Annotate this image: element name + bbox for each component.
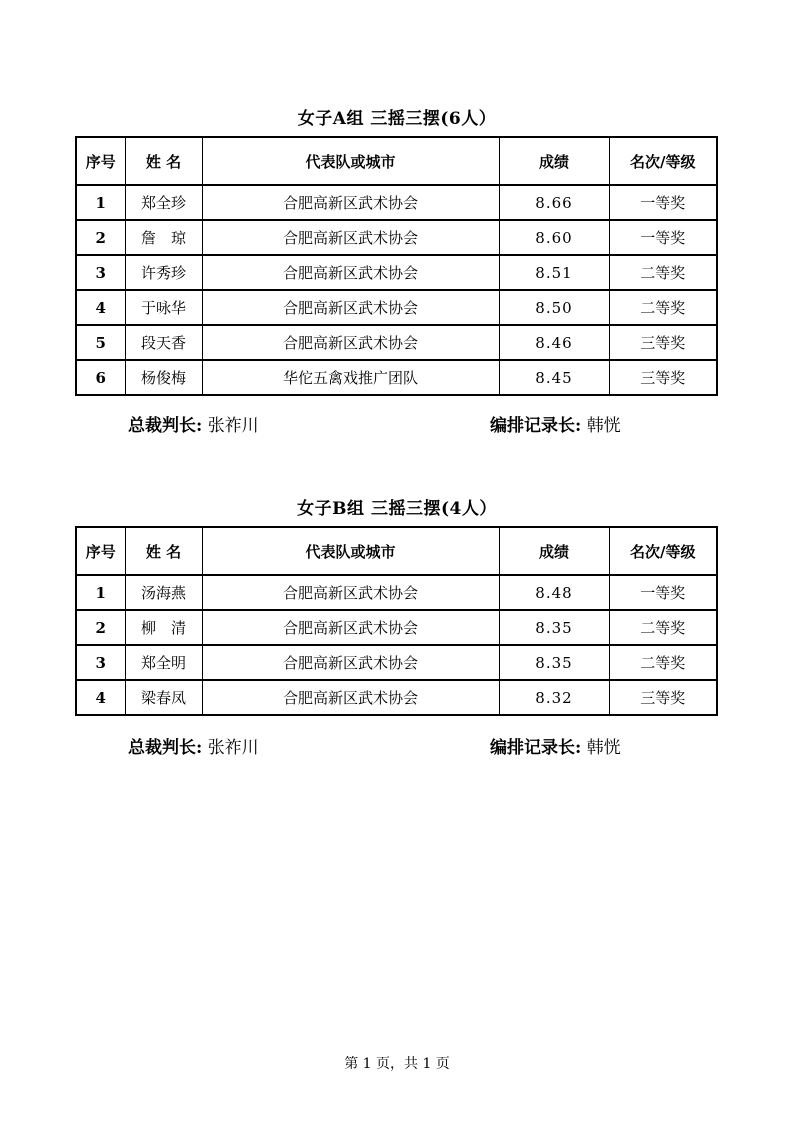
row-no: 2 xyxy=(76,610,125,645)
page-footer: 第 1 页，共 1 页 xyxy=(344,1056,450,1072)
table-row xyxy=(76,185,717,220)
recorder-signature xyxy=(490,733,621,758)
recorder-label: 编排记录长: xyxy=(490,416,582,436)
row-score: 8.48 xyxy=(499,575,609,610)
row-score: 8.32 xyxy=(499,680,609,715)
row-no: 4 xyxy=(76,680,125,715)
chief-judge-label: 总裁判长: xyxy=(128,416,203,436)
row-score: 8.45 xyxy=(499,360,609,395)
chief-judge-name: 张祚川 xyxy=(207,416,259,436)
row-no: 3 xyxy=(76,645,125,680)
row-name: 郑全珍 xyxy=(125,185,202,220)
row-team: 合肥高新区武术协会 xyxy=(202,325,499,360)
row-score: 8.60 xyxy=(499,220,609,255)
row-score: 8.35 xyxy=(499,610,609,645)
group-a-title: 女子A组 三摇三摆(6人） xyxy=(297,109,497,129)
row-no: 1 xyxy=(76,575,125,610)
col-header-no: 序号 xyxy=(76,137,125,185)
row-score: 8.66 xyxy=(499,185,609,220)
col-header-score: 成绩 xyxy=(499,527,609,575)
group-b-table xyxy=(75,526,718,716)
row-team: 合肥高新区武术协会 xyxy=(202,575,499,610)
col-header-score: 成绩 xyxy=(499,137,609,185)
row-rank: 三等奖 xyxy=(609,360,717,395)
chief-judge-name: 张祚川 xyxy=(207,738,259,758)
table-header-row xyxy=(76,527,717,575)
row-rank: 一等奖 xyxy=(609,220,717,255)
col-header-name: 姓 名 xyxy=(125,527,202,575)
row-name: 柳 清 xyxy=(125,610,202,645)
row-name: 于咏华 xyxy=(125,290,202,325)
recorder-signature xyxy=(490,411,621,436)
table-row xyxy=(76,325,717,360)
col-header-no: 序号 xyxy=(76,527,125,575)
row-name: 郑全明 xyxy=(125,645,202,680)
row-score: 8.50 xyxy=(499,290,609,325)
row-no: 2 xyxy=(76,220,125,255)
recorder-label: 编排记录长: xyxy=(490,738,582,758)
row-rank: 二等奖 xyxy=(609,255,717,290)
row-score: 8.35 xyxy=(499,645,609,680)
row-no: 4 xyxy=(76,290,125,325)
col-header-team: 代表队或城市 xyxy=(202,137,499,185)
row-team: 华佗五禽戏推广团队 xyxy=(202,360,499,395)
row-no: 1 xyxy=(76,185,125,220)
table-row xyxy=(76,645,717,680)
row-team: 合肥高新区武术协会 xyxy=(202,680,499,715)
row-team: 合肥高新区武术协会 xyxy=(202,645,499,680)
table-header-row xyxy=(76,137,717,185)
row-rank: 二等奖 xyxy=(609,290,717,325)
chief-judge-signature xyxy=(128,733,259,758)
row-rank: 一等奖 xyxy=(609,575,717,610)
table-row xyxy=(76,360,717,395)
row-rank: 三等奖 xyxy=(609,325,717,360)
recorder-name: 韩恍 xyxy=(586,738,621,758)
group-b-title: 女子B组 三摇三摆(4人） xyxy=(297,499,497,519)
table-row xyxy=(76,575,717,610)
table-row xyxy=(76,255,717,290)
row-team: 合肥高新区武术协会 xyxy=(202,185,499,220)
col-header-team: 代表队或城市 xyxy=(202,527,499,575)
table-row xyxy=(76,680,717,715)
row-team: 合肥高新区武术协会 xyxy=(202,220,499,255)
row-name: 詹 琼 xyxy=(125,220,202,255)
row-no: 3 xyxy=(76,255,125,290)
col-header-name: 姓 名 xyxy=(125,137,202,185)
row-name: 段天香 xyxy=(125,325,202,360)
row-team: 合肥高新区武术协会 xyxy=(202,290,499,325)
col-header-rank: 名次/等级 xyxy=(609,137,717,185)
row-name: 汤海燕 xyxy=(125,575,202,610)
row-team: 合肥高新区武术协会 xyxy=(202,255,499,290)
chief-judge-label: 总裁判长: xyxy=(128,738,203,758)
row-rank: 一等奖 xyxy=(609,185,717,220)
row-team: 合肥高新区武术协会 xyxy=(202,610,499,645)
recorder-name: 韩恍 xyxy=(586,416,621,436)
group-a-table xyxy=(75,136,718,396)
row-name: 杨俊梅 xyxy=(125,360,202,395)
chief-judge-signature xyxy=(128,411,259,436)
row-name: 梁春凤 xyxy=(125,680,202,715)
row-no: 5 xyxy=(76,325,125,360)
row-name: 许秀珍 xyxy=(125,255,202,290)
row-rank: 三等奖 xyxy=(609,680,717,715)
row-no: 6 xyxy=(76,360,125,395)
table-row xyxy=(76,610,717,645)
row-score: 8.46 xyxy=(499,325,609,360)
table-row xyxy=(76,220,717,255)
table-row xyxy=(76,290,717,325)
row-score: 8.51 xyxy=(499,255,609,290)
row-rank: 二等奖 xyxy=(609,610,717,645)
row-rank: 二等奖 xyxy=(609,645,717,680)
col-header-rank: 名次/等级 xyxy=(609,527,717,575)
